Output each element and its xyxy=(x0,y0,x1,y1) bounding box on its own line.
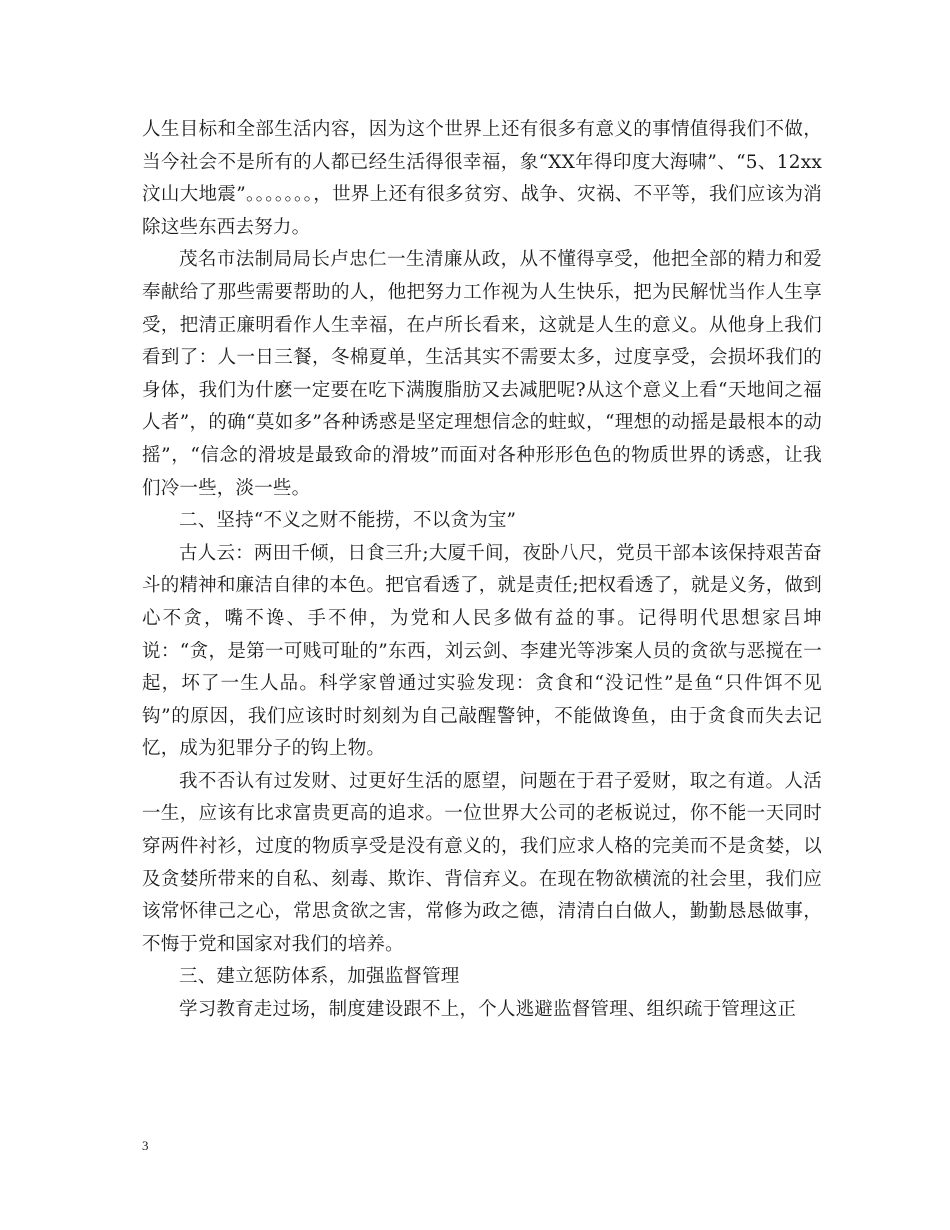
document-body xyxy=(142,114,822,1027)
section-heading: 三、建立惩防体系，加强监督管理 xyxy=(179,966,460,988)
paragraph: 茂名市法制局局长卢忠仁一生清廉从政，从不懂得享受，他把全部的精力和爱奉献给了那些需要帮助的人，他把努力工作视为人生快乐，把为民解忧当作人生享受，把清正廉明看作人生幸福，在卢所长看来，这就是人生的意义。从他身上我们看到了：人一日三餐，冬棉夏单，生活其实不需要太多，过度享受，会损坏我们的身体，我们为什麽一定要在吃下满腹脂肪又去减肥呢?从这个意义上看“天地间之福人者”，的确“莫如多”各种诱惑是坚定理想信念的蛀蚁，“理想的动摇是最根本的动摇”，“信念的滑坡是最致命的滑坡”而面对各种形形色色的物质世界的诱惑，让我们冷一些，淡一些。 xyxy=(142,249,822,499)
section-heading: 二、坚持“不义之财不能捞，不以贪为宝” xyxy=(179,510,517,532)
page-number: 3 xyxy=(142,1138,149,1153)
paragraph: 古人云：两田千倾，日食三升;大厦千间，夜卧八尺，党员干部本该保持艰苦奋斗的精神和廉洁自律的本色。把官看透了，就是责任;把权看透了，就是义务，做到心不贪，嘴不谗、手不伸，为党和人民多做有益的事。记得明代思想家吕坤说：“贪，是第一可贱可耻的”东西，刘云剑、李建光等涉案人员的贪欲与恶搅在一起，坏了一生人品。科学家曾通过实验发现：贪食和“没记性”是鱼“只件饵不见钩”的原因，我们应该时时刻刻为自己敲醒警钟，不能做谗鱼，由于贪食而失去记忆，成为犯罪分子的钩上物。 xyxy=(142,542,822,760)
paragraph: 学习教育走过场，制度建设跟不上，个人逃避监督管理、组织疏于管理这正 xyxy=(179,999,797,1021)
paragraph-continued: 人生目标和全部生活内容，因为这个世界上还有很多有意义的事情值得我们不做，当今社会不是所有的人都已经生活得很幸福，象“XX年得印度大海啸”、“5、12xx汶山大地震”。。。。。。。，世界上还有很多贫穷、战争、灾祸、不平等，我们应该为消除这些东西去努力。 xyxy=(142,119,822,238)
paragraph: 我不否认有过发财、过更好生活的愿望，问题在于君子爱财，取之有道。人活一生，应该有比求富贵更高的追求。一位世界大公司的老板说过，你不能一天同时穿两件衬衫，过度的物质享受是没有意义的，我们应求人格的完美而不是贪婪，以及贪婪所带来的自私、刻毒、欺诈、背信弃义。在现在物欲横流的社会里，我们应该常怀律己之心，常思贪欲之害，常修为政之德，清清白白做人，勤勤恳恳做事，不悔于党和国家对我们的培养。 xyxy=(142,770,822,955)
